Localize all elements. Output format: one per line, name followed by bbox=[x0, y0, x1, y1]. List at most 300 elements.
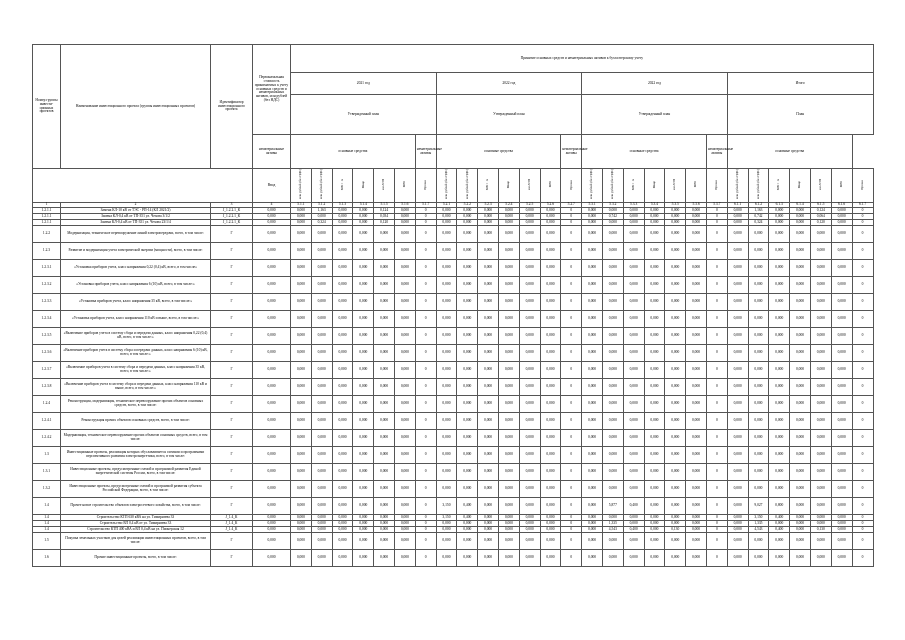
row-value: 0,000 bbox=[478, 208, 499, 214]
row-project-name: Прочее новое строительство объектов электросетевого хозяйства, всего, в том числе: bbox=[61, 498, 211, 515]
row-value: 0 bbox=[415, 243, 436, 260]
row-value: 0,000 bbox=[374, 277, 395, 294]
row-value: 0,000 bbox=[311, 214, 332, 220]
row-value: 0,000 bbox=[602, 260, 623, 277]
row-value: 0,000 bbox=[457, 260, 478, 277]
row-value: 0,000 bbox=[602, 243, 623, 260]
table-row bbox=[33, 379, 874, 396]
row-value: 0,000 bbox=[540, 362, 561, 379]
row-value: 0,000 bbox=[394, 464, 415, 481]
super-title: Принятие основных средств и нематериальных активов к бухгалтерскому учету bbox=[291, 45, 874, 73]
table-row bbox=[33, 243, 874, 260]
row-value: 0 bbox=[852, 533, 873, 550]
row-value: 0,000 bbox=[582, 345, 603, 362]
row-value: 3,150 bbox=[748, 515, 769, 521]
row-project-id: Г bbox=[211, 362, 253, 379]
column-number: 6.1.4 bbox=[790, 203, 811, 208]
row-value: 0,000 bbox=[748, 533, 769, 550]
row-value: 0,000 bbox=[727, 345, 748, 362]
row-value: 0,000 bbox=[623, 226, 644, 243]
row-value: 0,000 bbox=[540, 481, 561, 498]
leaf-col-header bbox=[644, 169, 665, 203]
row-value: 0,000 bbox=[353, 345, 374, 362]
row-value: 0,000 bbox=[790, 226, 811, 243]
row-project-name: Инвестиционные проекты, предусмотренные схемой и программой развития субъекта Российской Федерации, всего, в том числе: bbox=[61, 481, 211, 498]
row-value: 0,000 bbox=[519, 413, 540, 430]
row-cost: 0,000 bbox=[253, 521, 291, 527]
header-label: МВ×А bbox=[485, 178, 490, 191]
row-value: 0,000 bbox=[519, 243, 540, 260]
row-value: 0 bbox=[852, 521, 873, 527]
row-value: 0,000 bbox=[436, 533, 457, 550]
row-value: 0,000 bbox=[374, 481, 395, 498]
row-value: 0 bbox=[706, 481, 727, 498]
row-value: 0,000 bbox=[727, 521, 748, 527]
column-number: 4 bbox=[253, 203, 291, 208]
row-value: 0 bbox=[415, 527, 436, 533]
row-value: 0,000 bbox=[394, 311, 415, 328]
row-value: 0,000 bbox=[665, 550, 686, 567]
row-value: 0,000 bbox=[540, 464, 561, 481]
row-value: 0,000 bbox=[394, 277, 415, 294]
row-value: 0,000 bbox=[748, 226, 769, 243]
row-value: 0,400 bbox=[623, 498, 644, 515]
row-number: 1.2.4 bbox=[33, 396, 61, 413]
row-value: 0,000 bbox=[665, 226, 686, 243]
leaf-col-header bbox=[478, 169, 499, 203]
row-value: 0,000 bbox=[374, 413, 395, 430]
row-value: 0,000 bbox=[291, 413, 312, 430]
row-value: 0,000 bbox=[686, 243, 707, 260]
row-value: 0,000 bbox=[394, 430, 415, 447]
column-number: 6.1.3 bbox=[769, 203, 790, 208]
row-value: 0,000 bbox=[769, 464, 790, 481]
row-value: 0 bbox=[415, 447, 436, 464]
col-project-name: Наименование инвестиционного проекта (группы инвестиционных проектов) bbox=[61, 45, 211, 169]
row-value: 0,000 bbox=[291, 260, 312, 277]
row-value: 0,000 bbox=[498, 413, 519, 430]
row-value: 0,000 bbox=[644, 413, 665, 430]
row-value: 0,000 bbox=[665, 413, 686, 430]
row-value: 0,000 bbox=[727, 464, 748, 481]
row-value: 0,000 bbox=[727, 515, 748, 521]
row-value: 0,000 bbox=[582, 447, 603, 464]
row-value: 0,000 bbox=[831, 533, 852, 550]
row-value: 0,000 bbox=[436, 521, 457, 527]
row-value: 0,000 bbox=[602, 311, 623, 328]
row-value: 0,000 bbox=[436, 396, 457, 413]
row-value: 0,000 bbox=[353, 311, 374, 328]
row-value: 0,000 bbox=[665, 533, 686, 550]
row-value: 0,000 bbox=[831, 521, 852, 527]
row-value: 0,000 bbox=[644, 260, 665, 277]
row-cost: 0,000 bbox=[253, 550, 291, 567]
row-value: 0,000 bbox=[644, 396, 665, 413]
leaf-col-header bbox=[769, 169, 790, 203]
row-value: 0,000 bbox=[831, 515, 852, 521]
column-number: 6.1.6 bbox=[831, 203, 852, 208]
row-value: 0,000 bbox=[394, 533, 415, 550]
row-value: 0,000 bbox=[374, 498, 395, 515]
row-value: 0,000 bbox=[790, 515, 811, 521]
row-value: 0,000 bbox=[810, 447, 831, 464]
row-value: 0,000 bbox=[831, 214, 852, 220]
row-value: 0,000 bbox=[519, 533, 540, 550]
row-value: 0,000 bbox=[686, 311, 707, 328]
row-value: 0,000 bbox=[478, 294, 499, 311]
row-cost: 0,000 bbox=[253, 379, 291, 396]
row-value: 0,000 bbox=[478, 550, 499, 567]
row-value: 0,000 bbox=[478, 226, 499, 243]
row-project-name: Строительство ВЛ 0,4 кВ от ул. Тимирязева 33 bbox=[61, 521, 211, 527]
row-value: 0,000 bbox=[623, 533, 644, 550]
row-value: 0,000 bbox=[582, 527, 603, 533]
row-project-id: Г bbox=[211, 481, 253, 498]
row-number: 1.2.1.1 bbox=[33, 220, 61, 226]
row-value: 0 bbox=[706, 294, 727, 311]
row-value: 0,000 bbox=[810, 345, 831, 362]
row-value: 0,000 bbox=[623, 362, 644, 379]
column-number: 5.2.6 bbox=[540, 203, 561, 208]
row-value: 0,000 bbox=[748, 481, 769, 498]
row-value: 0 bbox=[852, 396, 873, 413]
header-label: Мвар bbox=[506, 180, 511, 189]
row-value: 0,000 bbox=[831, 260, 852, 277]
row-value: 0,000 bbox=[686, 328, 707, 345]
row-value: 0,000 bbox=[519, 220, 540, 226]
row-value: 0 bbox=[415, 328, 436, 345]
row-value: 0,000 bbox=[291, 226, 312, 243]
row-value: 0,000 bbox=[457, 527, 478, 533]
row-project-id: J_1.4_К bbox=[211, 527, 253, 533]
column-number: 5.2.4 bbox=[498, 203, 519, 208]
row-value: 0,000 bbox=[686, 345, 707, 362]
row-value: 0,000 bbox=[498, 345, 519, 362]
row-value: 0,000 bbox=[623, 379, 644, 396]
row-project-name: Прочие инвестиционные проекты, всего, в том числе: bbox=[61, 550, 211, 567]
row-value: 0,000 bbox=[582, 277, 603, 294]
row-value: 0,000 bbox=[665, 208, 686, 214]
row-value: 0,742 bbox=[602, 214, 623, 220]
row-value: 0,000 bbox=[540, 527, 561, 533]
row-value: 0,000 bbox=[769, 226, 790, 243]
row-value: 0,000 bbox=[291, 208, 312, 214]
row-value: 0,000 bbox=[311, 243, 332, 260]
header-label: МВ×А bbox=[339, 178, 344, 191]
row-number: 1.2.3.3 bbox=[33, 294, 61, 311]
row-value: 0,000 bbox=[332, 527, 353, 533]
row-value: 0,000 bbox=[457, 328, 478, 345]
row-value: 0 bbox=[561, 311, 582, 328]
row-value: 0,000 bbox=[311, 430, 332, 447]
row-project-name: Строительство КТП 630 кВА на ул. Тимирязева 33 bbox=[61, 515, 211, 521]
row-value: 0,000 bbox=[291, 527, 312, 533]
row-value: 0,000 bbox=[374, 328, 395, 345]
row-value: 0,000 bbox=[665, 498, 686, 515]
row-value: 0,000 bbox=[436, 214, 457, 220]
row-value: 0,000 bbox=[769, 243, 790, 260]
row-cost: 0,000 bbox=[253, 430, 291, 447]
row-value: 0,000 bbox=[394, 379, 415, 396]
row-value: 0 bbox=[561, 550, 582, 567]
row-value: 0,000 bbox=[291, 328, 312, 345]
column-number: 1 bbox=[33, 203, 61, 208]
row-value: 0,000 bbox=[790, 311, 811, 328]
row-value: 0,000 bbox=[623, 413, 644, 430]
row-value: 0 bbox=[706, 328, 727, 345]
row-value: 0,000 bbox=[831, 328, 852, 345]
row-value: 0,000 bbox=[353, 515, 374, 521]
plan-header: Утвержденный план bbox=[436, 95, 582, 135]
row-value: 0,000 bbox=[394, 294, 415, 311]
row-value: 0 bbox=[415, 214, 436, 220]
col-initial-cost: Первоначальная стоимость принимаемых к учету основных средств и нематериальных активов, млн рублей (без НДС) bbox=[253, 45, 291, 135]
fixed-assets-header: основные средства bbox=[436, 135, 561, 169]
row-value: 0,000 bbox=[582, 208, 603, 214]
row-value: 0 bbox=[852, 379, 873, 396]
row-project-name: Развитие и модернизация учета электрической энергии (мощности), всего, в том числе: bbox=[61, 243, 211, 260]
row-value: 0 bbox=[852, 515, 873, 521]
row-value: 0 bbox=[852, 208, 873, 214]
row-number: 1.5 bbox=[33, 533, 61, 550]
row-value: 0,000 bbox=[498, 498, 519, 515]
row-value: 0,000 bbox=[769, 413, 790, 430]
row-value: 0,000 bbox=[519, 447, 540, 464]
row-value: 0,000 bbox=[686, 447, 707, 464]
row-value: 0,000 bbox=[644, 515, 665, 521]
row-value: 0,000 bbox=[353, 220, 374, 226]
row-value: 0,000 bbox=[498, 260, 519, 277]
col-project-id: Идентификатор инвестиционного проекта bbox=[211, 45, 253, 169]
row-value: 0,000 bbox=[810, 430, 831, 447]
row-value: 0,000 bbox=[582, 328, 603, 345]
row-value: 0,000 bbox=[623, 260, 644, 277]
row-value: 0,000 bbox=[478, 464, 499, 481]
row-project-id: Г bbox=[211, 226, 253, 243]
row-value: 0,000 bbox=[519, 550, 540, 567]
row-value: 0,000 bbox=[394, 515, 415, 521]
row-value: 0,000 bbox=[644, 243, 665, 260]
table-row bbox=[33, 533, 874, 550]
row-project-name: «Установка приборов учета, класс напряжения 35 кВ, всего, в том числе:» bbox=[61, 294, 211, 311]
row-value: 0,000 bbox=[769, 379, 790, 396]
row-value: 0,000 bbox=[374, 447, 395, 464]
row-value: 0,000 bbox=[394, 260, 415, 277]
row-value: 0,000 bbox=[748, 413, 769, 430]
row-value: 0,000 bbox=[810, 294, 831, 311]
row-value: 0,000 bbox=[311, 345, 332, 362]
row-value: 0,000 bbox=[353, 243, 374, 260]
row-cost: 0,000 bbox=[253, 515, 291, 521]
row-value: 0,000 bbox=[436, 430, 457, 447]
row-value: 0,324 bbox=[311, 220, 332, 226]
row-value: 0 bbox=[415, 226, 436, 243]
row-value: 0,000 bbox=[727, 379, 748, 396]
row-value: 0,000 bbox=[831, 220, 852, 226]
row-value: 0,000 bbox=[769, 396, 790, 413]
row-value: 0,000 bbox=[602, 464, 623, 481]
row-number: 1.2.3.5 bbox=[33, 328, 61, 345]
row-value: 0,000 bbox=[394, 328, 415, 345]
row-value: 0,000 bbox=[686, 527, 707, 533]
row-project-name: Строительство КТП 400 кВА и ВЛ 0,4 кВ на ул. Пионерская 12 bbox=[61, 527, 211, 533]
row-value: 0,000 bbox=[810, 464, 831, 481]
row-value: 0,000 bbox=[540, 294, 561, 311]
row-value: 0,000 bbox=[519, 430, 540, 447]
row-value: 0,120 bbox=[374, 220, 395, 226]
row-value: 0,000 bbox=[748, 328, 769, 345]
leaf-col-header bbox=[748, 169, 769, 203]
header-label: км ЛЭП bbox=[381, 179, 386, 190]
row-cost: 0,000 bbox=[253, 226, 291, 243]
row-value: 3,150 bbox=[436, 498, 457, 515]
row-value: 0,000 bbox=[623, 447, 644, 464]
row-number: 1.2.3 bbox=[33, 243, 61, 260]
row-value: 0 bbox=[706, 447, 727, 464]
row-value: 0,000 bbox=[623, 515, 644, 521]
row-value: 0 bbox=[706, 379, 727, 396]
row-value: 0,000 bbox=[810, 362, 831, 379]
row-value: 0,000 bbox=[665, 311, 686, 328]
row-value: 0,000 bbox=[478, 396, 499, 413]
row-value: 0,000 bbox=[291, 481, 312, 498]
row-value: 0,000 bbox=[311, 413, 332, 430]
row-value: 0,000 bbox=[790, 379, 811, 396]
plan-header: Утвержденный план bbox=[291, 95, 437, 135]
row-value: 0,000 bbox=[582, 379, 603, 396]
row-value: 0 bbox=[415, 277, 436, 294]
row-value: 0,000 bbox=[602, 345, 623, 362]
row-value: 0,000 bbox=[291, 464, 312, 481]
row-value: 0,000 bbox=[498, 243, 519, 260]
row-value: 0,000 bbox=[831, 464, 852, 481]
table-row bbox=[33, 226, 874, 243]
row-value: 0,000 bbox=[602, 277, 623, 294]
fixed-assets-header: основные средства bbox=[727, 135, 852, 169]
row-value: 0 bbox=[415, 498, 436, 515]
intangible-assets-header: нематериальные активы bbox=[253, 135, 291, 169]
row-value: 0,000 bbox=[311, 498, 332, 515]
row-value: 0,000 bbox=[831, 362, 852, 379]
row-number: 1.2.1.1 bbox=[33, 208, 61, 214]
row-value: 0,000 bbox=[769, 294, 790, 311]
leaf-col-header bbox=[291, 169, 312, 203]
row-value: 0,000 bbox=[769, 521, 790, 527]
row-value: 0,000 bbox=[769, 214, 790, 220]
row-project-id: Г bbox=[211, 260, 253, 277]
row-value: 0,000 bbox=[291, 277, 312, 294]
row-value: 0 bbox=[561, 294, 582, 311]
row-value: 0,000 bbox=[727, 527, 748, 533]
row-value: 0 bbox=[561, 277, 582, 294]
row-number: 1.2.1.1 bbox=[33, 214, 61, 220]
fixed-assets-header: основные средства bbox=[291, 135, 416, 169]
row-value: 0,000 bbox=[311, 277, 332, 294]
row-value: 0,000 bbox=[665, 515, 686, 521]
row-value: 0,000 bbox=[665, 396, 686, 413]
row-value: 0,000 bbox=[582, 226, 603, 243]
row-value: 0,000 bbox=[353, 533, 374, 550]
row-value: 0,000 bbox=[498, 396, 519, 413]
row-value: 0 bbox=[561, 533, 582, 550]
leaf-col-header bbox=[852, 169, 873, 203]
row-value: 0,000 bbox=[436, 527, 457, 533]
table-row bbox=[33, 345, 874, 362]
row-value: 0 bbox=[415, 362, 436, 379]
row-project-id: Г bbox=[211, 243, 253, 260]
row-value: 0,000 bbox=[436, 413, 457, 430]
row-value: 0 bbox=[706, 345, 727, 362]
year-header: 2022 год bbox=[582, 73, 728, 95]
row-value: 0,000 bbox=[291, 345, 312, 362]
row-value: 0,000 bbox=[769, 550, 790, 567]
row-value: 0,000 bbox=[519, 260, 540, 277]
table-row bbox=[33, 430, 874, 447]
row-value: 0,000 bbox=[498, 294, 519, 311]
row-value: 0,000 bbox=[582, 498, 603, 515]
row-cost: 0,000 bbox=[253, 447, 291, 464]
row-value: 0,000 bbox=[602, 294, 623, 311]
row-value: 0,000 bbox=[644, 220, 665, 226]
row-value: 0,000 bbox=[353, 430, 374, 447]
row-value: 0,000 bbox=[665, 260, 686, 277]
row-value: 0,000 bbox=[540, 413, 561, 430]
row-value: 0,000 bbox=[478, 277, 499, 294]
row-value: 0,000 bbox=[374, 515, 395, 521]
row-value: 0 bbox=[561, 481, 582, 498]
row-value: 0,000 bbox=[831, 226, 852, 243]
column-number: 3 bbox=[211, 203, 253, 208]
column-number: 5.3.5 bbox=[665, 203, 686, 208]
row-value: 0,000 bbox=[498, 533, 519, 550]
row-value: 0,000 bbox=[498, 277, 519, 294]
table-row bbox=[33, 447, 874, 464]
row-value: 0,000 bbox=[332, 220, 353, 226]
row-value: 0,000 bbox=[686, 208, 707, 214]
row-value: 0,000 bbox=[332, 430, 353, 447]
row-value: 0,000 bbox=[602, 447, 623, 464]
row-value: 0 bbox=[561, 243, 582, 260]
row-project-id: Г bbox=[211, 345, 253, 362]
row-project-id: J_1.4_К bbox=[211, 515, 253, 521]
row-value: 0,000 bbox=[644, 447, 665, 464]
row-value: 0,000 bbox=[810, 277, 831, 294]
row-value: 0 bbox=[706, 430, 727, 447]
row-value: 0,000 bbox=[582, 550, 603, 567]
row-value: 0,000 bbox=[602, 515, 623, 521]
row-value: 0,000 bbox=[644, 533, 665, 550]
row-value: 0,000 bbox=[769, 208, 790, 214]
leaf-col-header bbox=[332, 169, 353, 203]
column-number: 5.1.1 bbox=[291, 203, 312, 208]
row-value: 0,000 bbox=[394, 527, 415, 533]
row-value: 0 bbox=[852, 294, 873, 311]
column-number: 5.1.5 bbox=[374, 203, 395, 208]
row-value: 0,000 bbox=[374, 550, 395, 567]
column-number: 5.2.3 bbox=[478, 203, 499, 208]
row-value: 0,000 bbox=[582, 396, 603, 413]
row-value: 0,000 bbox=[810, 481, 831, 498]
row-value: 0,000 bbox=[332, 243, 353, 260]
row-value: 0,000 bbox=[353, 214, 374, 220]
row-value: 0,000 bbox=[831, 550, 852, 567]
row-value: 0,000 bbox=[644, 214, 665, 220]
row-value: 0,000 bbox=[436, 208, 457, 214]
row-value: 0,324 bbox=[748, 220, 769, 226]
leaf-col-header bbox=[727, 169, 748, 203]
row-value: 0,000 bbox=[436, 447, 457, 464]
row-value: 0,000 bbox=[540, 379, 561, 396]
